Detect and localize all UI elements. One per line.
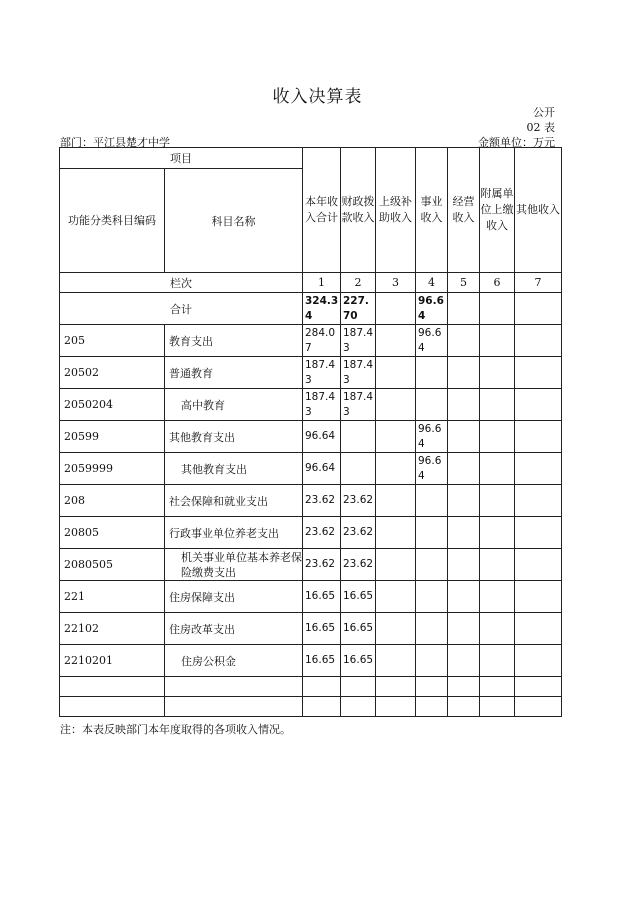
table-row xyxy=(60,453,562,485)
value-cell xyxy=(515,325,562,357)
value-cell xyxy=(515,645,562,677)
value-cell: 23.62 xyxy=(303,485,341,517)
value-cell xyxy=(416,357,448,389)
table-row xyxy=(60,645,562,677)
total-label: 合计 xyxy=(60,293,303,325)
table-row xyxy=(60,485,562,517)
table-row xyxy=(60,517,562,549)
total-cell: 324.34 xyxy=(303,293,341,325)
row-code: 20805 xyxy=(60,517,165,549)
row-code: 20599 xyxy=(60,421,165,453)
table-row xyxy=(60,325,562,357)
value-cell: 284.07 xyxy=(303,325,341,357)
header-code: 功能分类科目编码 xyxy=(60,169,165,273)
empty-row xyxy=(60,697,562,717)
value-cell xyxy=(448,645,480,677)
header-col-4: 事业收入 xyxy=(416,148,448,273)
table-row xyxy=(60,581,562,613)
total-cell xyxy=(480,293,515,325)
value-cell xyxy=(416,485,448,517)
value-cell xyxy=(448,389,480,421)
row-code: 2080505 xyxy=(60,549,165,581)
value-cell xyxy=(515,357,562,389)
row-name: 普通教育 xyxy=(165,357,303,389)
column-index: 4 xyxy=(416,273,448,293)
value-cell: 187.43 xyxy=(341,389,376,421)
value-cell xyxy=(416,581,448,613)
header-col-3: 上级补助收入 xyxy=(376,148,416,273)
table-row xyxy=(60,357,562,389)
total-cell: 227.70 xyxy=(341,293,376,325)
value-cell: 23.62 xyxy=(341,485,376,517)
value-cell xyxy=(376,517,416,549)
total-cell: 96.64 xyxy=(416,293,448,325)
value-cell: 16.65 xyxy=(303,581,341,613)
value-cell xyxy=(480,421,515,453)
value-cell xyxy=(480,517,515,549)
value-cell xyxy=(448,325,480,357)
value-cell: 187.43 xyxy=(341,357,376,389)
value-cell xyxy=(416,517,448,549)
value-cell xyxy=(448,453,480,485)
row-name: 其他教育支出 xyxy=(165,421,303,453)
value-cell: 16.65 xyxy=(341,581,376,613)
row-name: 住房保障支出 xyxy=(165,581,303,613)
value-cell xyxy=(480,357,515,389)
row-name: 机关事业单位基本养老保险缴费支出 xyxy=(165,549,303,581)
value-cell: 96.64 xyxy=(303,453,341,485)
value-cell: 23.62 xyxy=(303,549,341,581)
column-index: 2 xyxy=(341,273,376,293)
value-cell xyxy=(448,485,480,517)
row-code: 2050204 xyxy=(60,389,165,421)
column-index: 1 xyxy=(303,273,341,293)
table-row xyxy=(60,549,562,581)
value-cell xyxy=(376,421,416,453)
column-index: 3 xyxy=(376,273,416,293)
value-cell: 96.64 xyxy=(303,421,341,453)
value-cell xyxy=(376,485,416,517)
value-cell xyxy=(416,645,448,677)
value-cell xyxy=(480,453,515,485)
value-cell xyxy=(341,453,376,485)
value-cell xyxy=(376,645,416,677)
row-name: 高中教育 xyxy=(165,389,303,421)
value-cell xyxy=(480,485,515,517)
table-row xyxy=(60,389,562,421)
value-cell xyxy=(448,613,480,645)
value-cell: 96.64 xyxy=(416,421,448,453)
row-code: 221 xyxy=(60,581,165,613)
header-project: 项目 xyxy=(60,148,303,169)
table-row xyxy=(60,613,562,645)
department-label: 部门：平江县楚才中学 xyxy=(60,136,170,149)
footnote: 注：本表反映部门本年度取得的各项收入情况。 xyxy=(60,723,291,736)
value-cell: 96.64 xyxy=(416,453,448,485)
header-col-1: 本年收入合计 xyxy=(303,148,341,273)
value-cell xyxy=(515,453,562,485)
total-cell xyxy=(515,293,562,325)
value-cell: 16.65 xyxy=(341,645,376,677)
value-cell xyxy=(515,581,562,613)
header-name: 科目名称 xyxy=(165,169,303,273)
row-name: 其他教育支出 xyxy=(165,453,303,485)
value-cell xyxy=(515,389,562,421)
row-code: 20502 xyxy=(60,357,165,389)
value-cell xyxy=(480,325,515,357)
value-cell xyxy=(376,613,416,645)
value-cell xyxy=(448,421,480,453)
value-cell xyxy=(515,517,562,549)
row-code: 2059999 xyxy=(60,453,165,485)
header-col-7: 其他收入 xyxy=(515,148,562,273)
row-code: 205 xyxy=(60,325,165,357)
value-cell xyxy=(480,581,515,613)
row-code: 22102 xyxy=(60,613,165,645)
column-index: 6 xyxy=(480,273,515,293)
total-row xyxy=(60,293,562,325)
value-cell: 16.65 xyxy=(341,613,376,645)
value-cell: 16.65 xyxy=(303,613,341,645)
value-cell xyxy=(376,581,416,613)
value-cell: 187.43 xyxy=(303,357,341,389)
value-cell xyxy=(515,485,562,517)
value-cell xyxy=(376,357,416,389)
value-cell: 187.43 xyxy=(341,325,376,357)
header-col-5: 经营收入 xyxy=(448,148,480,273)
column-index: 7 xyxy=(515,273,562,293)
value-cell: 23.62 xyxy=(303,517,341,549)
value-cell xyxy=(416,389,448,421)
row-name: 住房公积金 xyxy=(165,645,303,677)
value-cell: 23.62 xyxy=(341,549,376,581)
row-code: 2210201 xyxy=(60,645,165,677)
total-cell xyxy=(448,293,480,325)
amount-unit-label: 金额单位：万元 xyxy=(478,136,555,149)
total-cell xyxy=(376,293,416,325)
value-cell xyxy=(448,357,480,389)
value-cell xyxy=(480,613,515,645)
public-tag: 公开 xyxy=(533,106,555,119)
value-cell xyxy=(341,421,376,453)
value-cell xyxy=(416,549,448,581)
row-name: 行政事业单位养老支出 xyxy=(165,517,303,549)
value-cell xyxy=(376,549,416,581)
row-name: 住房改革支出 xyxy=(165,613,303,645)
value-cell xyxy=(376,325,416,357)
value-cell xyxy=(480,645,515,677)
row-code: 208 xyxy=(60,485,165,517)
column-index: 5 xyxy=(448,273,480,293)
value-cell xyxy=(376,453,416,485)
value-cell xyxy=(515,549,562,581)
value-cell: 187.43 xyxy=(303,389,341,421)
value-cell: 16.65 xyxy=(303,645,341,677)
value-cell: 23.62 xyxy=(341,517,376,549)
value-cell xyxy=(416,613,448,645)
value-cell xyxy=(480,549,515,581)
row-name: 教育支出 xyxy=(165,325,303,357)
value-cell xyxy=(448,549,480,581)
value-cell xyxy=(480,389,515,421)
value-cell xyxy=(448,517,480,549)
table-row xyxy=(60,421,562,453)
page-title: 收入决算表 xyxy=(272,87,363,107)
income-table xyxy=(59,147,562,717)
value-cell xyxy=(515,421,562,453)
value-cell: 96.64 xyxy=(416,325,448,357)
row-name: 社会保障和就业支出 xyxy=(165,485,303,517)
value-cell xyxy=(515,613,562,645)
value-cell xyxy=(376,389,416,421)
table-number: 02 表 xyxy=(526,121,555,134)
value-cell xyxy=(448,581,480,613)
column-index-label: 栏次 xyxy=(60,273,303,293)
header-col-6: 附属单位上缴收入 xyxy=(480,148,515,273)
header-col-2: 财政拨款收入 xyxy=(341,148,376,273)
empty-row xyxy=(60,677,562,697)
